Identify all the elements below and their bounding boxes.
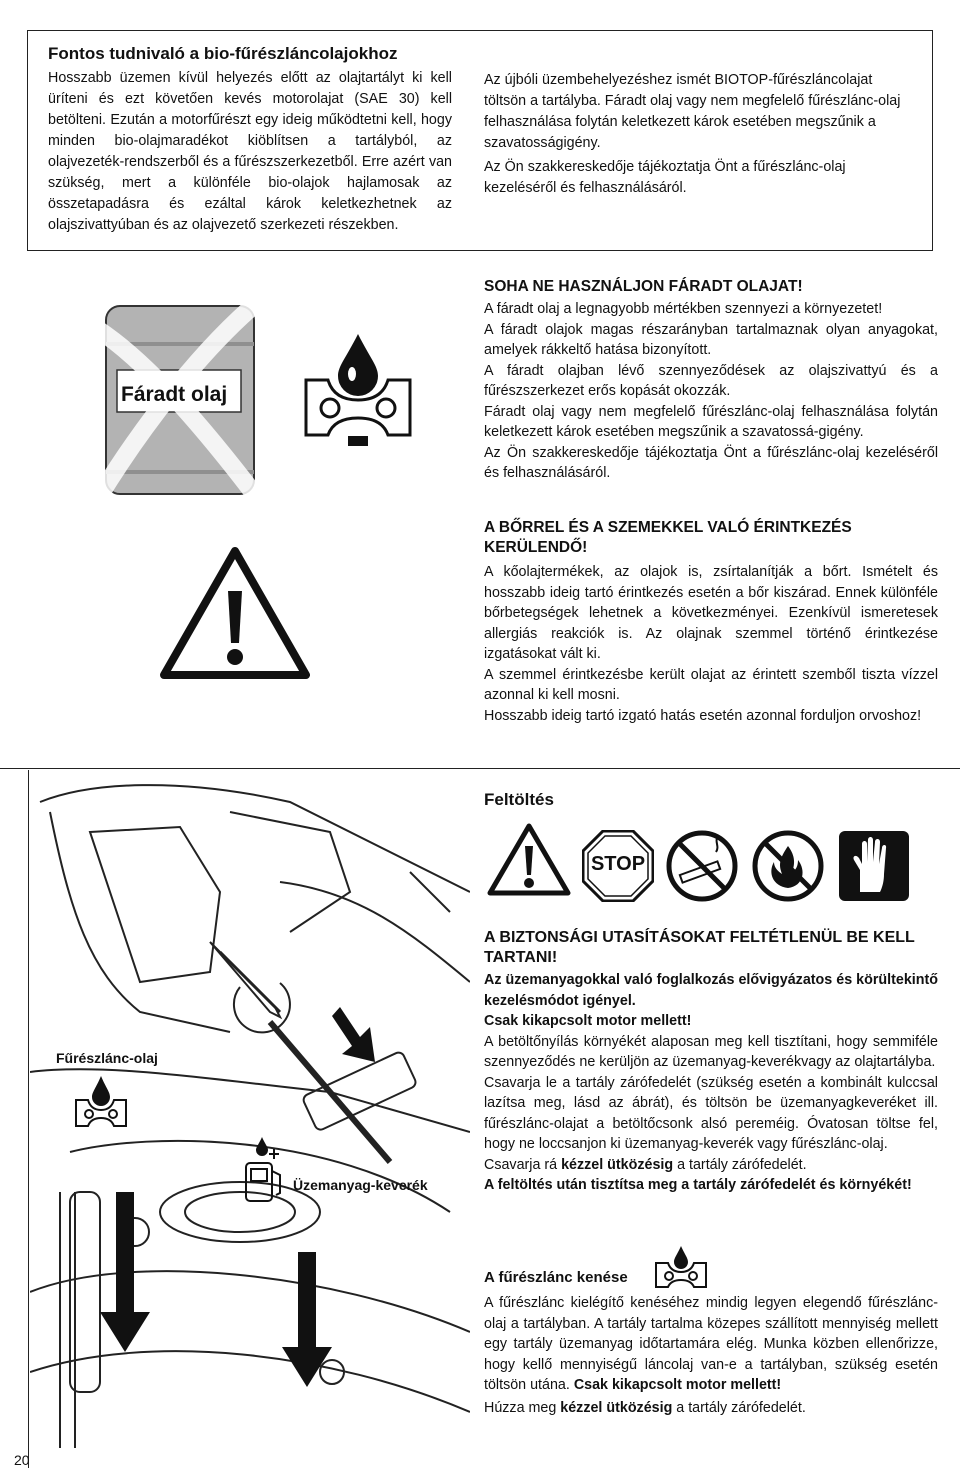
can-label: Fáradt olaj bbox=[121, 383, 228, 406]
waste-oil-p4: Fáradt olaj vagy nem megfelelő fűrészlánc-olaj felhasználása folytán keletkezett károk esetében megszűnik a szavatossá-gigény. bbox=[484, 403, 938, 440]
warning-triangle-icon bbox=[160, 545, 310, 680]
waste-oil-p2: A fáradt olajok magas részarányban tartalmaznak olyan anyagokat, amelyek rákkeltő hatása bizonyított. bbox=[484, 321, 938, 358]
lube-section bbox=[484, 1293, 938, 1418]
lube-p1-pre: A fűrészlánc kielégítő kenéséhez mindig legyen elegendő fűrészlánc-olaj a tartályban. A tartály tartalma közepes szállított mennyiség mellett egy tartály üzemanyag időtartamára elég. Munka közben ellenőrizze, hogy kellő mennyiségű láncolaj van-e a tartályban, szükség esetén töltsön utána. bbox=[484, 1295, 938, 1393]
gloves-icon bbox=[838, 830, 910, 902]
lube-p2-post: a tartály zárófedelét. bbox=[672, 1399, 806, 1416]
chain-oil-small-icon bbox=[72, 1074, 130, 1134]
filling-p3 bbox=[484, 1155, 938, 1176]
margin-line bbox=[28, 770, 29, 1468]
filling-heading: Feltöltés bbox=[484, 790, 554, 809]
page-number: 20 bbox=[14, 1452, 30, 1468]
filling-p3-pre: Csavarja rá bbox=[484, 1156, 562, 1173]
waste-oil-section bbox=[484, 277, 938, 484]
filling-p1: A betöltőnyílás környékét alaposan meg kell tisztítani, hogy semmiféle szennyeződés ne kerüljön az üzemanyag-keverékvagy az olajtartályba. bbox=[484, 1033, 938, 1070]
lube-p1 bbox=[484, 1293, 938, 1396]
no-smoking-icon bbox=[666, 830, 738, 902]
info-box-right-text bbox=[484, 70, 916, 202]
contact-section bbox=[484, 518, 938, 726]
chain-oil-label: Fűrészlánc-olaj bbox=[56, 1050, 158, 1066]
info-box-right-p2: Az Ön szakkereskedője tájékoztatja Önt a fűrészlánc-olaj kezeléséről és felhasználásáról. bbox=[484, 159, 846, 196]
contact-p2: A szemmel érintkezésbe került olajat az érintett szemből tiszta vízzel azonnal ki kell mosni. bbox=[484, 666, 938, 703]
contact-heading: A BŐRREL ÉS A SZEMEKKEL VALÓ ÉRINTKEZÉS KERÜLENDŐ! bbox=[484, 519, 852, 556]
info-box-title: Fontos tudnivaló a bio-fűrészláncolajokhoz bbox=[48, 44, 398, 63]
lube-p2-bold: kézzel ütközésig bbox=[560, 1399, 673, 1416]
waste-oil-p5: Az Ön szakkereskedője tájékoztatja Önt a fűrészlánc-olaj kezeléséről és felhasználásáról. bbox=[484, 444, 938, 481]
contact-p1: A kőolajtermékek, az olajok is, zsírtalanítják a bőrt. Ismételt és hosszabb ideig tartó érintkezés esetén a bőr kiszárad. Ennek különféle bőrbetegségek lehetnek a következményei. Ezenkívül ismeretesek allergiás reakciók is. Az olajnak szemmel történő érintkezése izgatásokat vált ki. bbox=[484, 564, 938, 662]
lube-p1-bold: Csak kikapcsolt motor mellett! bbox=[573, 1377, 782, 1393]
fuel-can-icon bbox=[238, 1135, 286, 1205]
stop-label: STOP bbox=[590, 853, 646, 875]
safety-heading: A BIZTONSÁGI UTASÍTÁSOKAT FELTÉTLENÜL BE KELL TARTANI! bbox=[484, 929, 915, 966]
filling-bold3: A feltöltés után tisztítsa meg a tartály zárófedelét és környékét! bbox=[484, 1177, 912, 1193]
chain-oil-icon bbox=[298, 330, 418, 460]
info-box-left-text: Hosszabb üzemen kívül helyezés előtt az olajtartályt ki kell üríteni és ezt követően kevés motorolajat (SAE 30) kell betölteni. Ezután a motorfűrészt egy ideig működtetni kell, hogy minden bio-olajmaradékot kiöblítsen a tartályból, az olajvezeték-rendszerből és a fűrészszerkezetből. Erre azért van szükség, mert a különféle bio-olajok hajlamosak az összetapadásra és ezáltal károk keletkezhetnek az olajszivattyúban és az olajvezető szerkezeti részekben. bbox=[48, 70, 452, 233]
lube-heading: A fűrészlánc kenése bbox=[484, 1269, 628, 1286]
warning-small-icon bbox=[487, 822, 571, 897]
filling-p3-post: a tartály zárófedelét. bbox=[673, 1156, 807, 1173]
section-separator bbox=[0, 768, 960, 769]
fuel-mix-label: Üzemanyag-keverék bbox=[293, 1177, 428, 1193]
filling-bold2: Csak kikapcsolt motor mellett! bbox=[484, 1013, 692, 1029]
filling-section bbox=[484, 928, 938, 1196]
waste-oil-p3: A fáradt olajban lévő szennyeződések az olajszivattyú és a fűrészszerkezet erős kopását okozzák. bbox=[484, 362, 938, 399]
waste-oil-heading: SOHA NE HASZNÁLJON FÁRADT OLAJAT! bbox=[484, 278, 803, 295]
waste-oil-p1: A fáradt olaj a legnagyobb mértékben szennyezi a környezetet! bbox=[484, 301, 883, 317]
info-box-right-p1: Az újbóli üzembehelyezéshez ismét BIOTOP-fűrészláncolajat töltsön a tartályba. Fáradt olaj vagy nem megfelelő fűrészlánc-olaj felhasználása folytán keletkezett károk esetében megszűnik a szavatosságigény. bbox=[484, 72, 901, 151]
filling-p2: Csavarja le a tartály zárófedelét (szükség esetén a kombinált kulccsal lazítsa meg, lásd az ábrát), és töltsön be üzemanyagkeveréket ill. fűrészlánc-olajat a betöltőcsonk alsó pereméig. Óvatosan töltse fel, hogy ne loccsanjon ki üzemanyag-keverék vagy fűrészlánc-olaj. bbox=[484, 1074, 938, 1152]
filling-p3-bold: kézzel ütközésig bbox=[561, 1156, 674, 1173]
contact-p3: Hosszabb ideig tartó izgató hatás esetén azonnal forduljon orvoshoz! bbox=[484, 707, 922, 724]
chain-lube-icon bbox=[652, 1245, 710, 1293]
no-open-flame-icon bbox=[752, 830, 824, 902]
lube-p2 bbox=[484, 1398, 938, 1419]
lube-p2-pre: Húzza meg bbox=[484, 1399, 561, 1416]
filling-bold1: Az üzemanyagokkal való foglalkozás elővigyázatos és körültekintő kezelésmódot igényel. bbox=[484, 972, 938, 1009]
